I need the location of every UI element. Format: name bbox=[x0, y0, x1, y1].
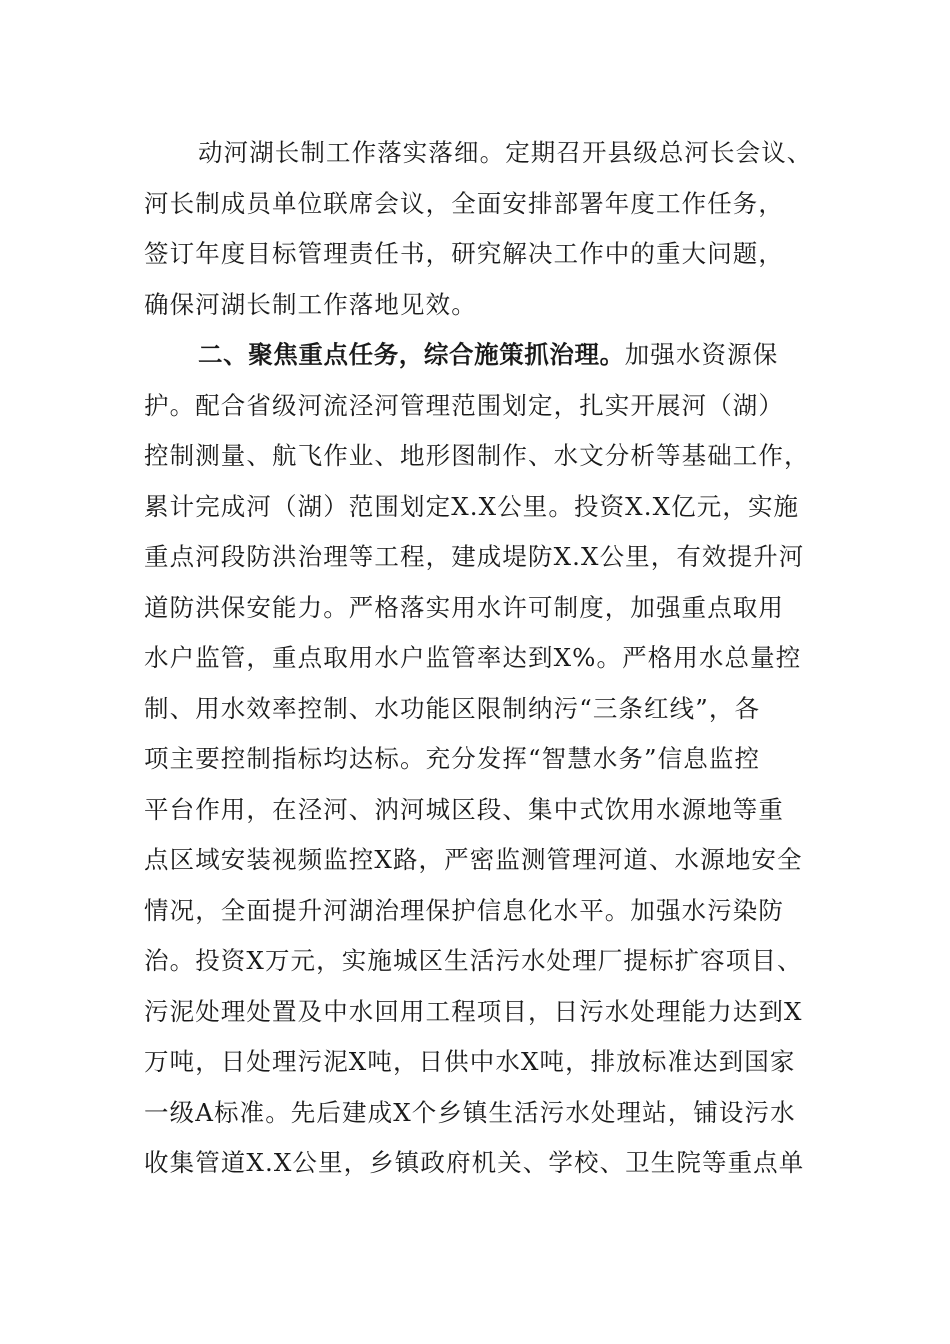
text-line: 重点河段防洪治理等工程，建成堤防X.X公里，有效提升河 bbox=[144, 542, 805, 571]
text-line: 动河湖长制工作落实落细。定期召开县级总河长会议、 bbox=[198, 138, 813, 167]
text-line bbox=[144, 330, 824, 381]
text-line: 累计完成河（湖）范围划定X.X公里。投资X.X亿元，实施 bbox=[144, 491, 800, 521]
text-line: 收集管道X.X公里，乡镇政府机关、学校、卫生院等重点单 bbox=[144, 1148, 805, 1177]
text-line: 道防洪保安能力。严格落实用水许可制度，加强重点取用 bbox=[144, 592, 784, 622]
text-run: 加强水资源保 bbox=[624, 340, 779, 369]
paragraph-2 bbox=[144, 330, 824, 1189]
text-line: 河长制成员单位联席会议，全面安排部署年度工作任务， bbox=[144, 188, 784, 218]
text-line: 控制测量、航飞作业、地形图制作、水文分析等基础工作， bbox=[144, 441, 810, 470]
section-heading: 二、聚焦重点任务，综合施策抓治理。 bbox=[198, 340, 625, 369]
text-line: 一级A标准。先后建成X个乡镇生活污水处理站，铺设污水 bbox=[144, 1097, 796, 1127]
text-line: 污泥处理处置及中水回用工程项目，日污水处理能力达到X bbox=[144, 996, 803, 1026]
text-line: 情况，全面提升河湖治理保护信息化水平。加强水污染防 bbox=[144, 895, 784, 925]
text-line: 万吨，日处理污泥X吨，日供中水X吨，排放标准达到国家 bbox=[144, 1047, 796, 1076]
text-line: 护。配合省级河流泾河管理范围划定，扎实开展河（湖） bbox=[144, 390, 784, 420]
text-line: 平台作用，在泾河、汭河城区段、集中式饮用水源地等重 bbox=[144, 794, 784, 824]
text-line: 点区域安装视频监控X路，严密监测管理河道、水源地安全 bbox=[144, 845, 803, 874]
text-line: 制、用水效率控制、水功能区限制纳污“三条红线”，各 bbox=[144, 693, 761, 723]
text-line: 确保河湖长制工作落地见效。 bbox=[144, 289, 477, 319]
text-line: 水户监管，重点取用水户监管率达到X%。严格用水总量控 bbox=[144, 643, 802, 672]
paragraph-1 bbox=[144, 128, 824, 330]
document-body bbox=[144, 128, 824, 1189]
text-line: 项主要控制指标均达标。充分发挥“智慧水务”信息监控 bbox=[144, 744, 761, 773]
text-line: 治。投资X万元，实施城区生活污水处理厂提标扩容项目、 bbox=[144, 946, 803, 975]
text-line: 签订年度目标管理责任书，研究解决工作中的重大问题， bbox=[144, 239, 784, 268]
